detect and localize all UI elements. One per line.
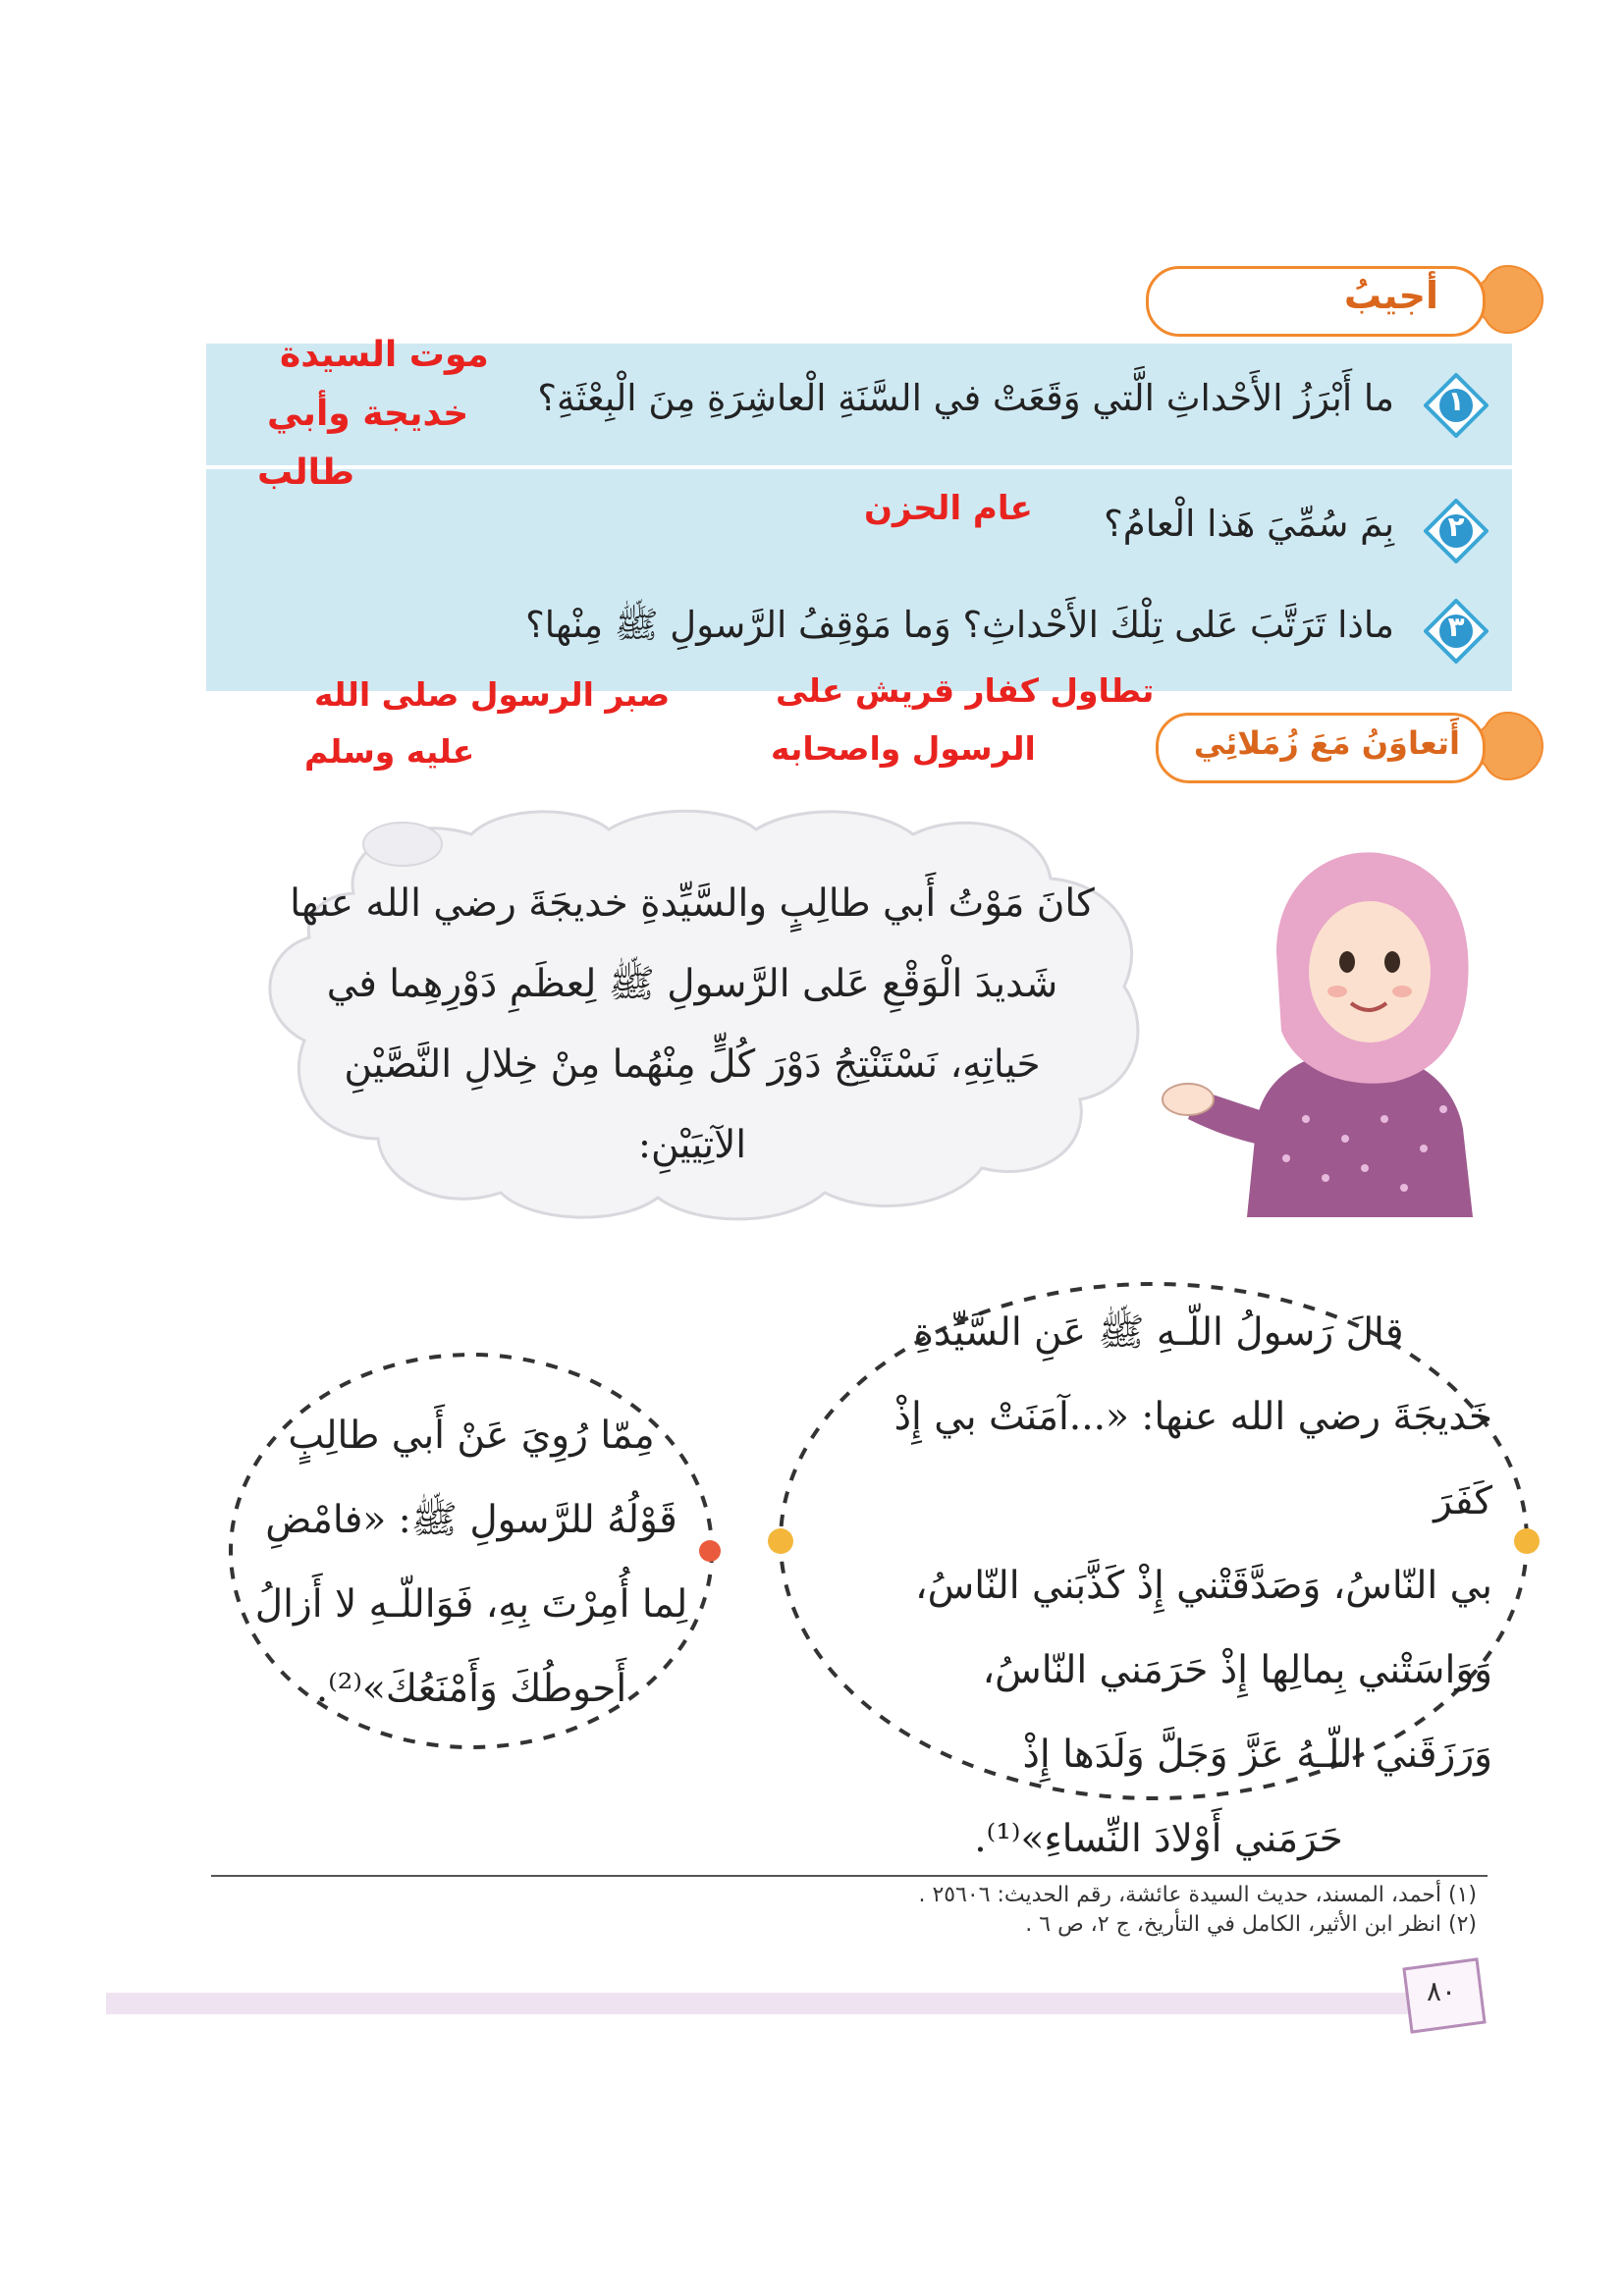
section-banner-cooperate (1065, 707, 1546, 785)
circle-line: وَرَزَقَني اللّـهُ عَزَّ وَجَلَّ وَلَدَها إِذْ (1022, 1733, 1492, 1777)
circle-left-text (245, 1394, 697, 1732)
circle-line: لِما أُمِرْتَ بِهِ، فَوَاللّـهِ لا أَزالُ (254, 1582, 688, 1627)
question-text: ما أَبْرَزُ الأَحْداثِ الَّتي وَقَعَتْ في السَّنَةِ الْعاشِرَةِ مِنَ الْبِعْثَةِ؟ (537, 377, 1394, 419)
footnote-2: (٢) انظر ابن الأثير، الكامل في التأريخ، ج ٢، ص ٦ . (1025, 1912, 1477, 1937)
question-text: بِمَ سُمِّيَ هَذا الْعامُ؟ (1104, 503, 1394, 545)
cloud-line: شَديدَ الْوَقْعِ عَلى الرَّسولِ ﷺ لِعظَمِ دَوْرِهِما في (326, 962, 1058, 1006)
cloud-line: حَياتِهِ، نَسْتَنْتِجُ دَوْرَ كُلٍّ مِنْهُما مِنْ خِلالِ النَّصَّيْنِ (344, 1042, 1041, 1087)
answer-q3b-line2: عليه وسلم (304, 732, 475, 771)
section-banner-answer (1110, 260, 1546, 339)
question-number: ١ (1447, 385, 1465, 417)
circle-right-text (825, 1291, 1492, 1882)
page-number: ٨٠ (1426, 1975, 1457, 2007)
answer-q1-line2: خديجة وأبي (267, 394, 469, 434)
footer-band (106, 1993, 1481, 2014)
answer-q3b-line1: صبر الرسول صلى الله (314, 675, 671, 714)
circle-line: وَوَاسَتْني بِمالِها إِذْ حَرَمَني النّاسُ، (982, 1648, 1492, 1692)
answer-q3a-line1: تطاول كفار قريش على (776, 671, 1155, 710)
circle-line: مِمّا رُوِيَ عَنْ أَبي طالِبٍ (288, 1414, 655, 1458)
question-number: ٢ (1447, 510, 1465, 543)
question-number: ٣ (1447, 611, 1465, 643)
banner-title: أجيبُ (1343, 274, 1438, 317)
circle-line: قالَ رَسولُ اللّـهِ ﷺ عَنِ السَّيِّدةِ (913, 1310, 1404, 1355)
answer-q3a-line2: الرسول واصحابه (771, 729, 1036, 768)
answer-q1-line3: طالب (257, 453, 355, 493)
cloud-line: الآتِيَيْنِ: (637, 1123, 747, 1167)
answer-q2: عام الحزن (864, 489, 1033, 528)
circle-line: بي النّاسُ، وَصَدَّقَتْني إِذْ كَذَّبَني النّاسُ، (915, 1564, 1492, 1608)
circle-line: أَحوطُكَ وَأَمْنَعُكَ»⁽²⁾. (315, 1667, 627, 1711)
footnote-1: (١) أحمد، المسند، حديث السيدة عائشة، رقم الحديث: ٢٥٦٠٦ . (918, 1883, 1477, 1907)
banner-title: أَتعاوَنُ مَعَ زُمَلائِي (1193, 724, 1460, 762)
girl-illustration-icon (1159, 825, 1512, 1217)
question-text: ماذا تَرَتَّبَ عَلى تِلْكَ الأَحْداثِ؟ وَما مَوْقِفُ الرَّسولِ ﷺ مِنْها؟ (525, 604, 1394, 646)
circle-line: قَوْلُهُ للرَّسولِ ﷺ: «فامْضِ (265, 1498, 677, 1542)
circle-line: خَديجَةَ رضي الله عنها: «...آمَنَتْ بي إِذْ كَفَرَ (893, 1395, 1492, 1523)
cloud-line: كانَ مَوْتُ أَبي طالِبٍ والسَّيِّدةِ خديجَةَ رضي الله عنها (290, 881, 1095, 926)
footnote-divider (211, 1875, 1488, 1877)
answer-q1-line1: موت السيدة (280, 335, 489, 375)
cloud-text (290, 864, 1095, 1186)
circle-line: حَرَمَني أَوْلادَ النِّساءِ»⁽¹⁾. (974, 1817, 1343, 1861)
